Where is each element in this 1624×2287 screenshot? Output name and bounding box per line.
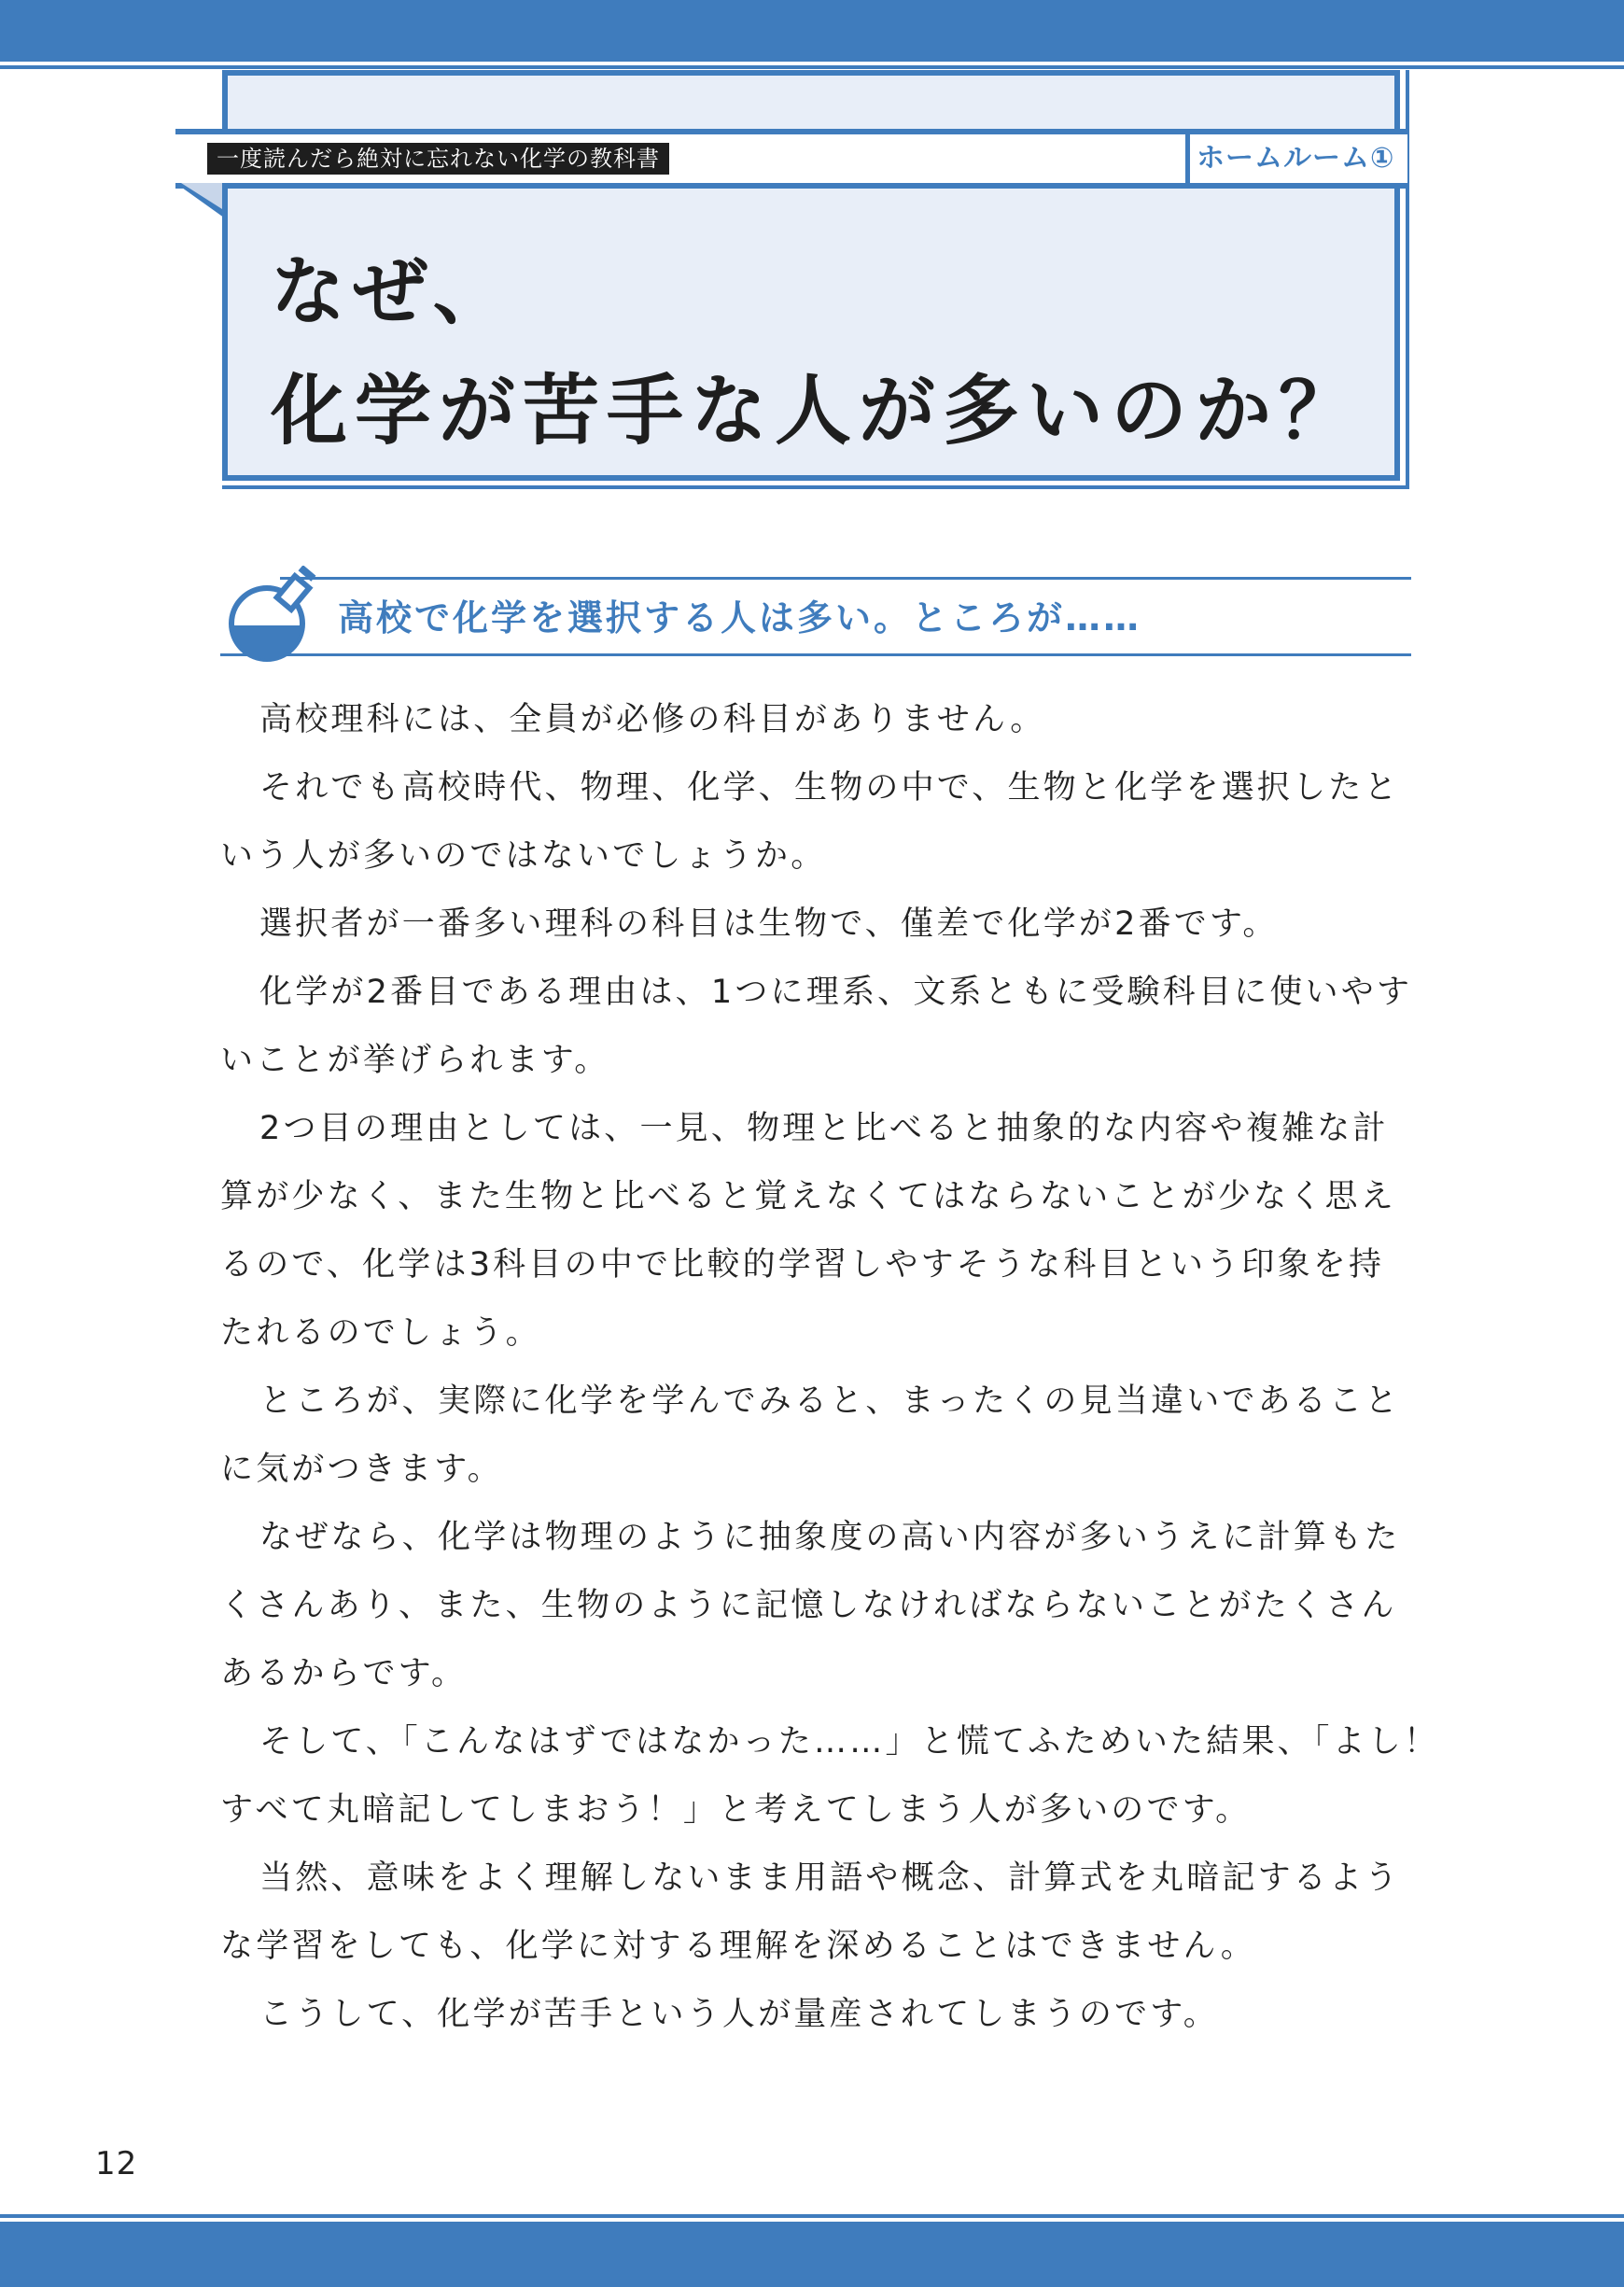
body-line: あるからです。 (220, 1655, 468, 1692)
top-band (0, 0, 1624, 62)
title-strip-fold (175, 183, 228, 220)
book-title: 一度読んだら絶対に忘れない化学の教科書 (207, 143, 669, 175)
body-line: 当然、意味をよく理解しないまま用語や概念、計算式を丸暗記するよう (259, 1859, 1401, 1897)
body-line: こうして、化学が苦手という人が量産されてしまうのです。 (259, 1996, 1219, 2033)
title-box-shadow-bottom (222, 485, 1409, 489)
page-number: 12 (95, 2145, 138, 2182)
bottom-band (0, 2222, 1624, 2287)
body-line: 2つ目の理由としては、一見、物理と比べると抽象的な内容や複雑な計 (259, 1110, 1389, 1147)
title-strip-divider (1185, 129, 1190, 189)
body-line: 化学が2番目である理由は、1つに理系、文系ともに受験科目に使いやす (259, 974, 1413, 1011)
body-line: な学習をしても、化学に対する理解を深めることはできません。 (220, 1928, 1256, 1965)
body-line: いことが挙げられます。 (220, 1042, 610, 1079)
body-line: に気がつきます。 (220, 1451, 503, 1488)
section-label: ホームルーム① (1197, 142, 1395, 175)
body-line: それでも高校時代、物理、化学、生物の中で、生物と化学を選択したと (259, 769, 1400, 807)
body-line: 算が少なく、また生物と比べると覚えなくてはならないことが少なく思え (220, 1178, 1396, 1215)
body-line: すべて丸暗記してしまおう！」と考えてしまう人が多いのです。 (220, 1791, 1252, 1829)
body-line: 高校理科には、全員が必修の科目がありません。 (259, 701, 1046, 738)
body-line: 選択者が一番多い理科の科目は生物で、僅差で化学が2番です。 (259, 905, 1279, 943)
section-heading-top-rule (280, 577, 1411, 580)
body-text (220, 686, 1440, 2049)
body-line: たれるのでしょう。 (220, 1314, 541, 1352)
body-line: くさんあり、また、生物のように記憶しなければならないことがたくさん (220, 1587, 1397, 1624)
section-heading: 高校で化学を選択する人は多い。ところが…… (338, 597, 1142, 638)
section-heading-bottom-rule (220, 653, 1411, 656)
body-line: ところが、実際に化学を学んでみると、まったくの見当違いであること (259, 1382, 1401, 1420)
body-line: なぜなら、化学は物理のように抽象度の高い内容が多いうえに計算もた (259, 1519, 1401, 1556)
bottom-band-line (0, 2214, 1624, 2218)
page-title-line-1: なぜ、 (271, 248, 515, 335)
top-band-line (0, 65, 1624, 69)
body-line: そして、「こんなはずではなかった……」と慌てふためいた結果、「よし！ (259, 1723, 1440, 1761)
body-line: るので、化学は3科目の中で比較的学習しやすそうな科目という印象を持 (220, 1246, 1385, 1284)
page-title-line-2: 化学が苦手な人が多いのか？ (271, 367, 1364, 456)
flask-icon (220, 566, 323, 668)
body-line: いう人が多いのではないでしょうか。 (220, 837, 827, 875)
